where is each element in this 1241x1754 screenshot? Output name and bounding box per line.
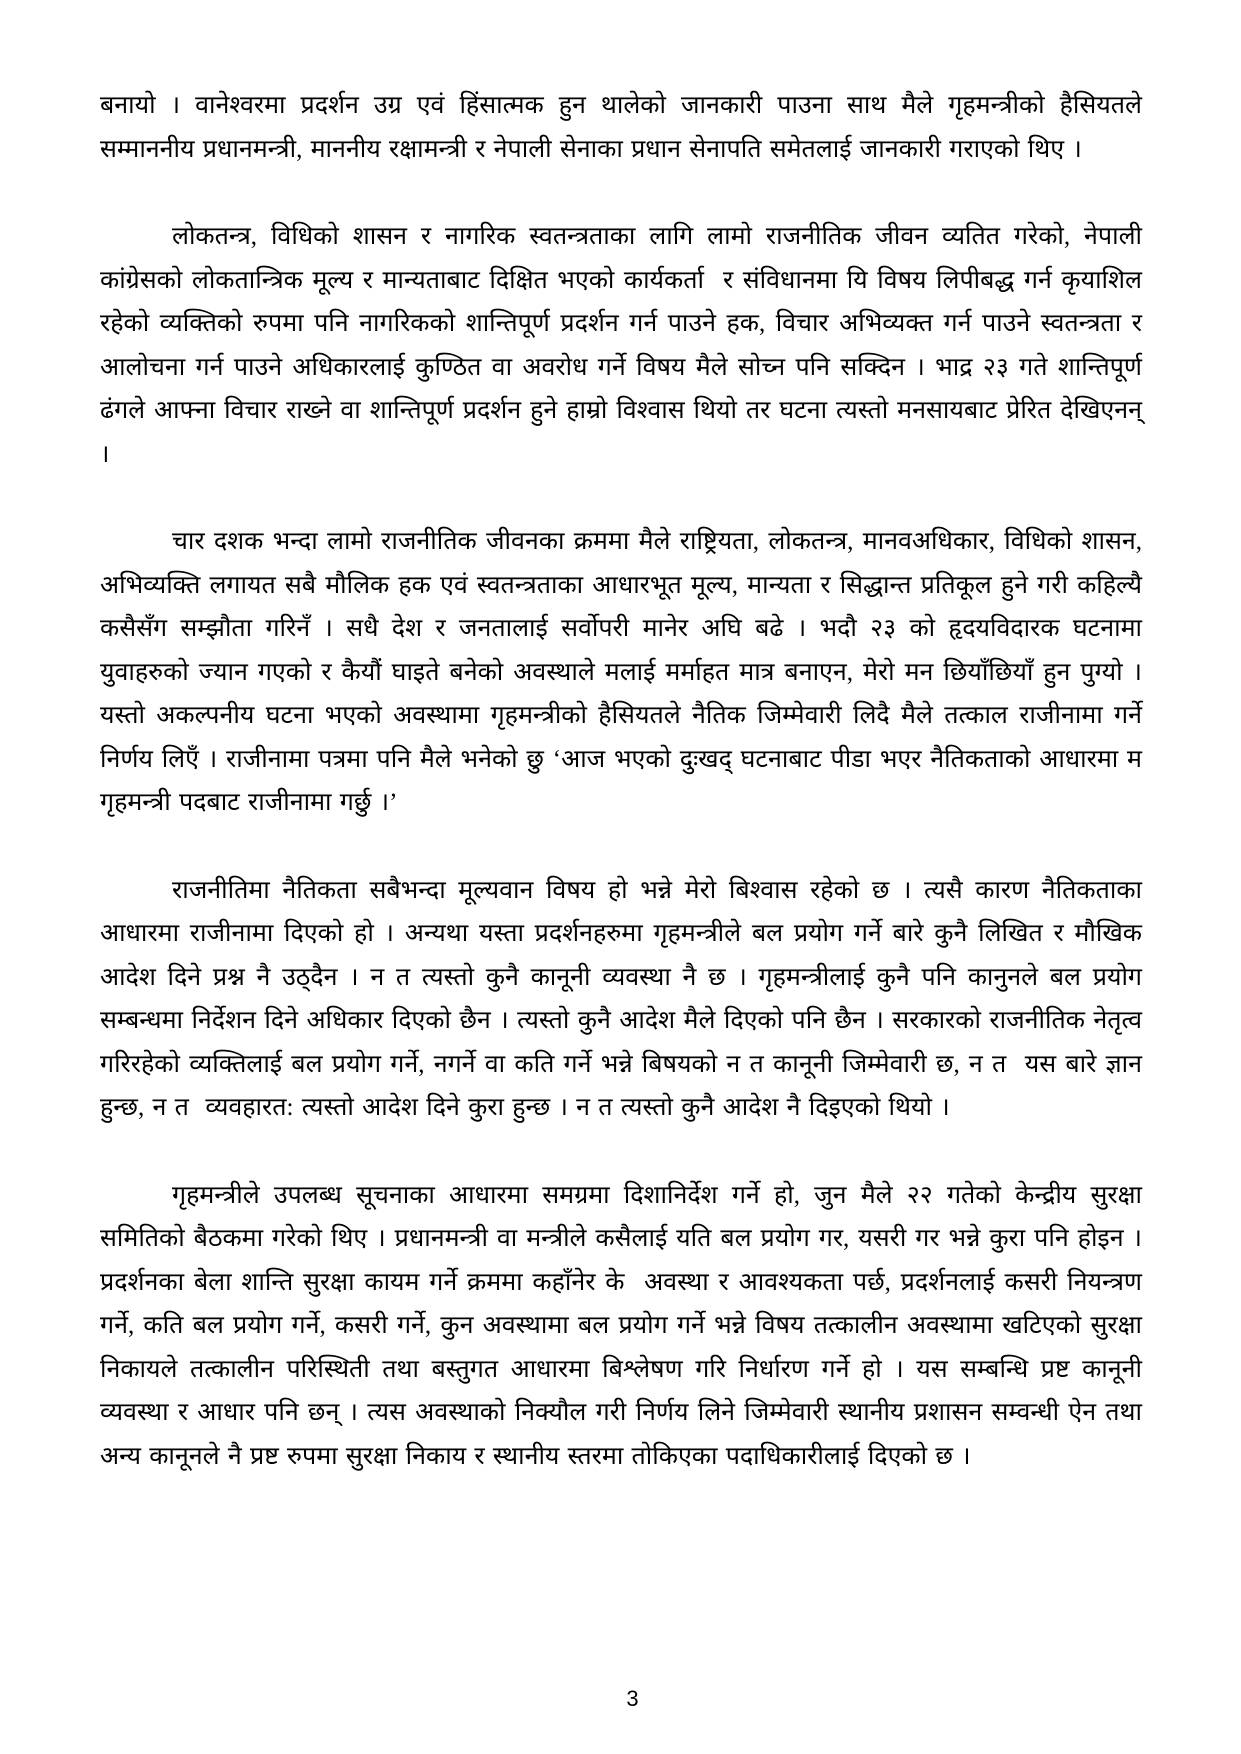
paragraph: गृहमन्त्रीले उपलब्ध सूचनाका आधारमा समग्रमा दिशानिर्देश गर्ने हो, जुन मैले २२ गतेको केन्द्रीय सुरक्षा समितिको बैठकमा गरेको थिए । प्रधानमन्त्री वा मन्त्रीले कसैलाई यति बल प्रयोग गर, यसरी गर भन्ने कुरा पनि होइन । प्रदर्शनका बेला शान्ति सुरक्षा कायम गर्ने क्रममा कहाँनेर के अवस्था र आवश्यकता पर्छ, प्रदर्शनलाई कसरी नियन्त्रण गर्ने, कति बल प्रयोग गर्ने, कसरी गर्ने, कुन अवस्थामा बल प्रयोग गर्ने भन्ने विषय तत्कालीन अवस्थामा खटिएको सुरक्षा निकायले तत्कालीन परिस्थिती तथा बस्तुगत आधारमा बिश्लेषण गरि निर्धारण गर्ने हो । यस सम्बन्धि प्रष्ट कानूनी व्यवस्था र आधार पनि छन् । त्यस अवस्थाको निक्यौल गरी निर्णय लिने जिम्मेवारी स्थानीय प्रशासन सम्वन्धी ऐन तथा अन्य कानूनले नै प्रष्ट रुपमा सुरक्षा निकाय र स्थानीय स्तरमा तोकिएका पदाधिकारीलाई दिएको छ ।	[100, 1181, 1142, 1470]
paragraph: चार दशक भन्दा लामो राजनीतिक जीवनका क्रममा मैले राष्ट्रियता, लोकतन्त्र, मानवअधिकार, विधिको शासन, अभिव्यक्ति लगायत सबै मौलिक हक एवं स्वतन्त्रताका आधारभूत मूल्य, मान्यता र सिद्धान्त प्रतिकूल हुने गरी कहिल्यै कसैसँग सम्झौता गरिनँ । सधै देश र जनतालाई सर्वोपरी मानेर अघि बढे । भदौ २३ को हृदयविदारक घटनामा युवाहरुको ज्यान गएको र कैयौं घाइते बनेको अवस्थाले मलाई मर्माहत मात्र बनाएन, मेरो मन छियाँछियाँ हुन पुग्यो । यस्तो अकल्पनीय घटना भएको अवस्थामा गृहमन्त्रीको हैसियतले नैतिक जिम्मेवारी लिदै मैले तत्काल राजीनामा गर्ने निर्णय लिएँ । राजीनामा पत्रमा पनि मैले भनेको छु ‘आज भएको दुःखद् घटनाबाट पीडा भएर नैतिकताको आधारमा म गृहमन्त्री पदबाट राजीनामा गर्छु ।’	[100, 528, 1142, 816]
page-number: 3	[626, 1686, 639, 1711]
paragraph: लोकतन्त्र, विधिको शासन र नागरिक स्वतन्त्रताका लागि लामो राजनीतिक जीवन व्यतित गरेको, नेपाली कांग्रेसको लोकतान्त्रिक मूल्य र मान्यताबाट दिक्षित भएको कार्यकर्ता र संविधानमा यि विषय लिपीबद्ध गर्न कृयाशिल रहेको व्यक्तिको रुपमा पनि नागरिकको शान्तिपूर्ण प्रदर्शन गर्न पाउने हक, विचार अभिव्यक्त गर्न पाउने स्वतन्त्रता र आलोचना गर्न पाउने अधिकारलाई कुण्ठित वा अवरोध गर्ने विषय मैले सोच्न पनि सक्दिन । भाद्र २३ गते शान्तिपूर्ण ढंगले आफ्ना विचार राख्ने वा शान्तिपूर्ण प्रदर्शन हुने हाम्रो विश्वास थियो तर घटना त्यस्तो मनसायबाट प्रेरित देखिएनन् ।	[100, 223, 1142, 468]
paragraph: बनायो । वानेश्वरमा प्रदर्शन उग्र एवं हिंसात्मक हुन थालेको जानकारी पाउना साथ मैले गृहमन्त्रीको हैसियतले सम्माननीय प्रधानमन्त्री, माननीय रक्षामन्त्री र नेपाली सेनाका प्रधान सेनापति समेतलाई जानकारी गराएको थिए ।	[100, 92, 1142, 163]
paragraph: राजनीतिमा नैतिकता सबैभन्दा मूल्यवान विषय हो भन्ने मेरो बिश्वास रहेको छ । त्यसै कारण नैतिकताका आधारमा राजीनामा दिएको हो । अन्यथा यस्ता प्रदर्शनहरुमा गृहमन्त्रीले बल प्रयोग गर्ने बारे कुनै लिखित र मौखिक आदेश दिने प्रश्न नै उठ्दैन । न त त्यस्तो कुनै कानूनी व्यवस्था नै छ । गृहमन्त्रीलाई कुनै पनि कानुनले बल प्रयोग सम्बन्धमा निर्देशन दिने अधिकार दिएको छैन । त्यस्तो कुनै आदेश मैले दिएको पनि छैन । सरकारको राजनीतिक नेतृत्व गरिरहेको व्यक्तिलाई बल प्रयोग गर्ने, नगर्ने वा कति गर्ने भन्ने बिषयको न त कानूनी जिम्मेवारी छ, न त यस बारे ज्ञान हुन्छ, न त व्यवहारत: त्यस्तो आदेश दिने कुरा हुन्छ । न त त्यस्तो कुनै आदेश नै दिइएको थियो ।	[100, 876, 1142, 1121]
text-block	[100, 84, 1142, 1478]
